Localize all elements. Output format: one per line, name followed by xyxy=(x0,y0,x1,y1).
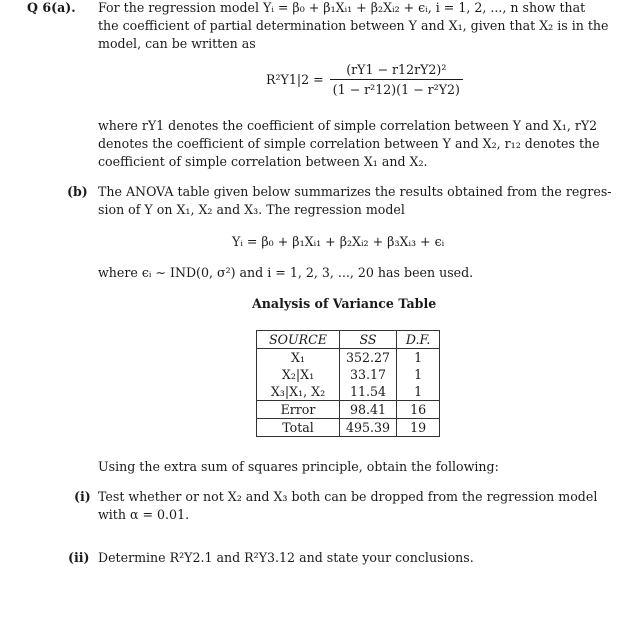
table-row xyxy=(257,419,440,437)
cell-source: Total xyxy=(257,419,340,437)
cell-source: Error xyxy=(257,401,340,419)
instruction-text: Using the extra sum of squares principle, obtain the following: xyxy=(98,459,499,474)
cell-df: 19 xyxy=(397,419,440,437)
q6a-where-1: where rY1 denotes the coefficient of simple correlation between Y and X₁, rY2 xyxy=(98,118,598,133)
part-i-line-1: Test whether or not X₂ and X₃ both can be dropped from the regression model xyxy=(98,489,598,504)
cell-df: 1 xyxy=(397,366,440,383)
header-df: D.F. xyxy=(397,331,440,349)
cell-df: 1 xyxy=(397,383,440,401)
cell-source: X₃|X₁, X₂ xyxy=(257,383,340,401)
formula-denominator: (1 − r²12)(1 − r²Y2) xyxy=(332,82,460,97)
q6a-where-2: denotes the coefficient of simple correlation between Y and X₂, r₁₂ denotes the xyxy=(98,136,600,151)
q6b-line-1: The ANOVA table given below summarizes the results obtained from the regres- xyxy=(98,184,612,199)
q6a-line-2: the coefficient of partial determination between Y and X₁, given that X₂ is in the xyxy=(98,18,609,33)
q6b-line-2: sion of Y on X₁, X₂ and X₃. The regression model xyxy=(98,202,405,217)
q6a-where-3: coefficient of simple correlation between X₁ and X₂. xyxy=(98,154,428,169)
q6b-label: (b) xyxy=(67,184,88,199)
cell-df: 1 xyxy=(397,349,440,367)
cell-ss: 11.54 xyxy=(340,383,397,401)
q6b-model: Yᵢ = β₀ + β₁Xᵢ₁ + β₂Xᵢ₂ + β₃Xᵢ₃ + ϵᵢ xyxy=(232,234,445,249)
q6b-where: where ϵᵢ ∼ IND(0, σ²) and i = 1, 2, 3, ..., 20 has been used. xyxy=(98,265,474,280)
cell-source: X₁ xyxy=(257,349,340,367)
q6a-line-1: For the regression model Yᵢ = β₀ + β₁Xᵢ₁ + β₂Xᵢ₂ + ϵᵢ, i = 1, 2, ..., n show that xyxy=(98,0,586,15)
partial-determination-formula xyxy=(266,62,463,97)
anova-table-title: Analysis of Variance Table xyxy=(252,296,437,311)
table-row xyxy=(257,383,440,401)
cell-ss: 33.17 xyxy=(340,366,397,383)
header-source: SOURCE xyxy=(257,331,340,349)
part-ii-text: Determine R²Y2.1 and R²Y3.12 and state your conclusions. xyxy=(98,550,474,565)
formula-lhs: R²Y1|2 = xyxy=(266,72,324,87)
table-row xyxy=(257,401,440,419)
part-i-line-2: with α = 0.01. xyxy=(98,507,190,522)
cell-ss: 98.41 xyxy=(340,401,397,419)
q6a-label: Q 6(a). xyxy=(27,0,76,15)
formula-fraction xyxy=(330,62,463,97)
cell-ss: 352.27 xyxy=(340,349,397,367)
table-row xyxy=(257,349,440,367)
formula-numerator: (rY1 − r12rY2)² xyxy=(330,62,463,80)
part-i-label: (i) xyxy=(74,489,91,504)
cell-ss: 495.39 xyxy=(340,419,397,437)
table-row xyxy=(257,366,440,383)
header-ss: SS xyxy=(340,331,397,349)
anova-table xyxy=(256,330,440,437)
cell-source: X₂|X₁ xyxy=(257,366,340,383)
cell-df: 16 xyxy=(397,401,440,419)
part-ii-label: (ii) xyxy=(68,550,90,565)
q6a-line-3: model, can be written as xyxy=(98,36,256,51)
anova-header-row xyxy=(257,331,440,349)
